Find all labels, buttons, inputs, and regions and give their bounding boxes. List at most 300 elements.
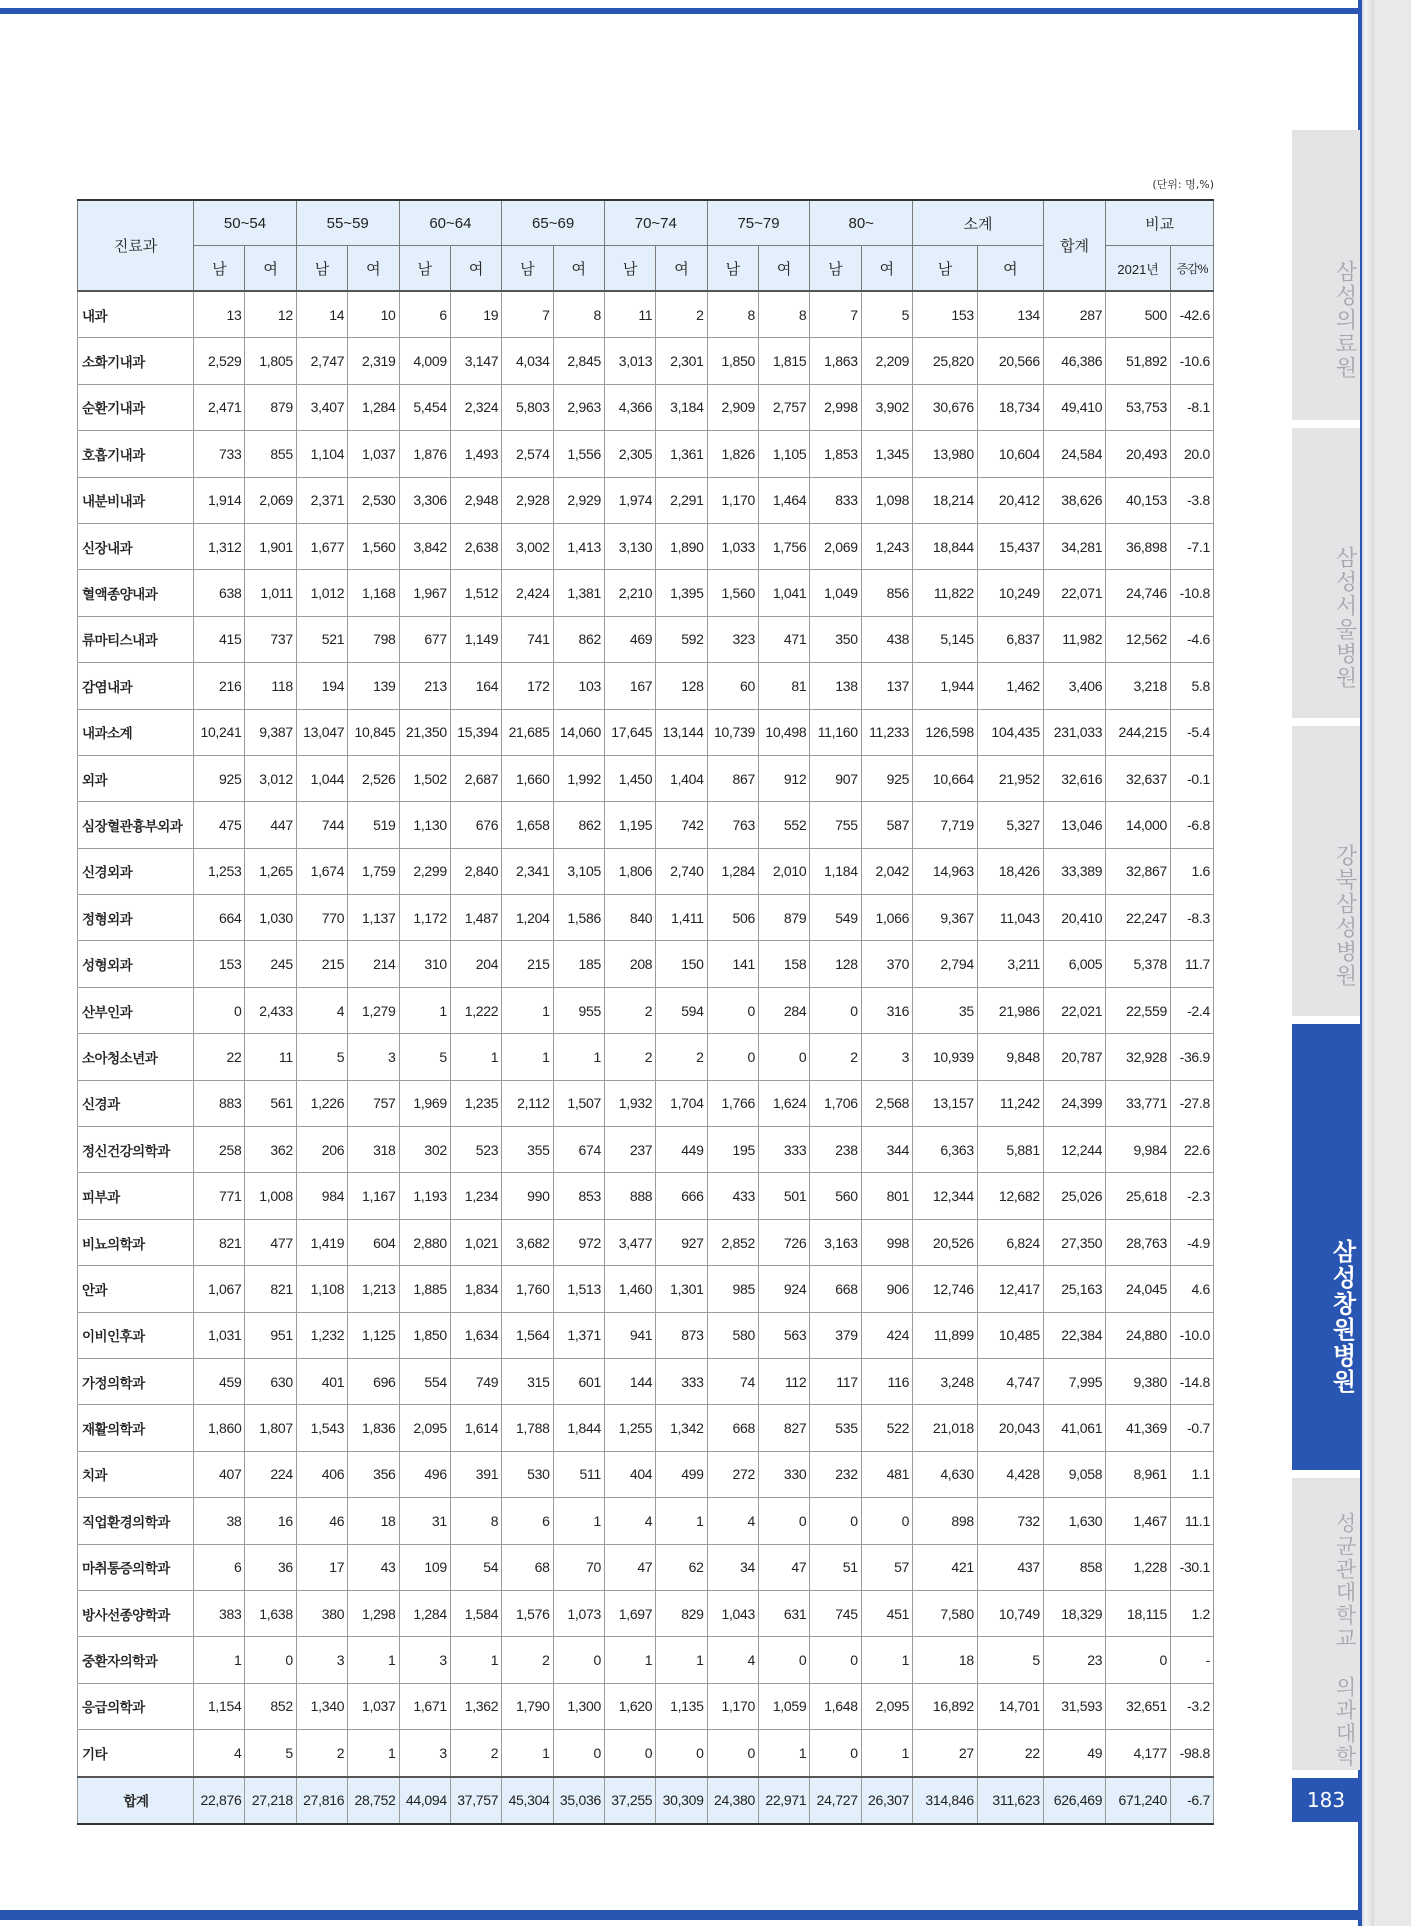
value-cell: 906 <box>861 1266 912 1312</box>
value-cell: 18 <box>348 1498 399 1544</box>
table-row <box>78 1730 1214 1777</box>
value-cell: 0 <box>707 1730 758 1777</box>
value-cell: 737 <box>245 616 296 662</box>
value-cell: 208 <box>604 941 655 987</box>
value-cell: 1,560 <box>707 570 758 616</box>
value-cell: - <box>1171 1637 1214 1683</box>
total-row <box>78 1777 1214 1824</box>
value-cell: 1,560 <box>348 523 399 569</box>
value-cell: 4,630 <box>913 1451 978 1497</box>
value-cell: 801 <box>861 1173 912 1219</box>
value-cell: 898 <box>913 1498 978 1544</box>
value-cell: 172 <box>502 663 553 709</box>
value-cell: 0 <box>759 1637 810 1683</box>
value-cell: 1,863 <box>810 338 861 384</box>
value-cell: 1,253 <box>194 848 245 894</box>
value-cell: 244,215 <box>1106 709 1171 755</box>
value-cell: 1,853 <box>810 431 861 477</box>
table-row <box>78 1312 1214 1358</box>
value-cell: 1,059 <box>759 1683 810 1729</box>
dept-name-cell: 신경과 <box>78 1080 194 1126</box>
value-cell: -3.8 <box>1171 477 1214 523</box>
value-cell: 3 <box>296 1637 347 1683</box>
value-cell: 41,369 <box>1106 1405 1171 1451</box>
value-cell: 1,914 <box>194 477 245 523</box>
dept-name-cell: 신장내과 <box>78 523 194 569</box>
value-cell: 626,469 <box>1043 1777 1105 1824</box>
header-female: 여 <box>977 246 1043 292</box>
value-cell: 25,618 <box>1106 1173 1171 1219</box>
value-cell: 521 <box>296 616 347 662</box>
value-cell: 1,108 <box>296 1266 347 1312</box>
value-cell: 5 <box>977 1637 1043 1683</box>
dept-name-cell: 치과 <box>78 1451 194 1497</box>
value-cell: 2,095 <box>399 1405 450 1451</box>
value-cell: 469 <box>604 616 655 662</box>
value-cell: 1,232 <box>296 1312 347 1358</box>
value-cell: 22 <box>194 1034 245 1080</box>
value-cell: 287 <box>1043 291 1105 338</box>
value-cell: 0 <box>194 987 245 1033</box>
value-cell: 138 <box>810 663 861 709</box>
value-cell: 164 <box>450 663 501 709</box>
value-cell: 941 <box>604 1312 655 1358</box>
header-age-50-54: 50~54 <box>194 200 297 246</box>
value-cell: 18,214 <box>913 477 978 523</box>
value-cell: 1,697 <box>604 1590 655 1636</box>
dept-name-cell: 비뇨의학과 <box>78 1219 194 1265</box>
value-cell: 3,477 <box>604 1219 655 1265</box>
value-cell: 1,620 <box>604 1683 655 1729</box>
dept-name-cell: 소아청소년과 <box>78 1034 194 1080</box>
side-tab-samsung-changwon-hospital[interactable]: 삼성창원병원 <box>1292 1024 1360 1470</box>
value-cell: 415 <box>194 616 245 662</box>
value-cell: 7,995 <box>1043 1358 1105 1404</box>
header-total: 합계 <box>1043 200 1105 291</box>
value-cell: 57 <box>861 1544 912 1590</box>
value-cell: 862 <box>553 616 604 662</box>
value-cell: 2 <box>604 1034 655 1080</box>
value-cell: 128 <box>810 941 861 987</box>
value-cell: 2,948 <box>450 477 501 523</box>
value-cell: 459 <box>194 1358 245 1404</box>
value-cell: 153 <box>913 291 978 338</box>
value-cell: 116 <box>861 1358 912 1404</box>
value-cell: 1 <box>656 1637 707 1683</box>
value-cell: 3,013 <box>604 338 655 384</box>
value-cell: 19 <box>450 291 501 338</box>
value-cell: 14 <box>296 291 347 338</box>
value-cell: 18,115 <box>1106 1590 1171 1636</box>
value-cell: 11.1 <box>1171 1498 1214 1544</box>
header-female: 여 <box>656 246 707 292</box>
value-cell: 853 <box>553 1173 604 1219</box>
value-cell: 20,493 <box>1106 431 1171 477</box>
value-cell: 1,967 <box>399 570 450 616</box>
dept-name-cell: 외과 <box>78 755 194 801</box>
value-cell: 215 <box>502 941 553 987</box>
value-cell: 1,790 <box>502 1683 553 1729</box>
value-cell: 732 <box>977 1498 1043 1544</box>
value-cell: 216 <box>194 663 245 709</box>
value-cell: 2,324 <box>450 384 501 430</box>
value-cell: 745 <box>810 1590 861 1636</box>
header-male: 남 <box>502 246 553 292</box>
value-cell: 21,986 <box>977 987 1043 1033</box>
value-cell: 1,876 <box>399 431 450 477</box>
value-cell: 2,880 <box>399 1219 450 1265</box>
value-cell: 1,312 <box>194 523 245 569</box>
value-cell: 972 <box>553 1219 604 1265</box>
value-cell: 2,794 <box>913 941 978 987</box>
value-cell: 27,816 <box>296 1777 347 1824</box>
value-cell: 34,281 <box>1043 523 1105 569</box>
dept-name-cell: 성형외과 <box>78 941 194 987</box>
value-cell: 11,160 <box>810 709 861 755</box>
value-cell: 471 <box>759 616 810 662</box>
value-cell: 2 <box>656 1034 707 1080</box>
value-cell: 763 <box>707 802 758 848</box>
value-cell: 755 <box>810 802 861 848</box>
value-cell: 44,094 <box>399 1777 450 1824</box>
table-row <box>78 987 1214 1033</box>
value-cell: 1,031 <box>194 1312 245 1358</box>
value-cell: 840 <box>604 895 655 941</box>
value-cell: 6,824 <box>977 1219 1043 1265</box>
value-cell: 3,682 <box>502 1219 553 1265</box>
value-cell: 213 <box>399 663 450 709</box>
dept-name-cell: 순환기내과 <box>78 384 194 430</box>
side-tab-samsung-seoul-hospital[interactable]: 삼성서울병원 <box>1292 428 1360 718</box>
value-cell: 912 <box>759 755 810 801</box>
value-cell: 1,098 <box>861 477 912 523</box>
value-cell: 68 <box>502 1544 553 1590</box>
dept-name-cell: 감염내과 <box>78 663 194 709</box>
value-cell: 112 <box>759 1358 810 1404</box>
value-cell: 1,234 <box>450 1173 501 1219</box>
value-cell: 499 <box>656 1451 707 1497</box>
header-dept: 진료과 <box>78 200 194 291</box>
value-cell: 23 <box>1043 1637 1105 1683</box>
value-cell: 3,002 <box>502 523 553 569</box>
value-cell: 3,184 <box>656 384 707 430</box>
value-cell: 380 <box>296 1590 347 1636</box>
value-cell: 852 <box>245 1683 296 1729</box>
value-cell: 10 <box>348 291 399 338</box>
value-cell: 20,566 <box>977 338 1043 384</box>
table-row <box>78 1034 1214 1080</box>
value-cell: 3 <box>861 1034 912 1080</box>
value-cell: 311,623 <box>977 1777 1043 1824</box>
value-cell: 10,749 <box>977 1590 1043 1636</box>
value-cell: 1,012 <box>296 570 347 616</box>
value-cell: 14,000 <box>1106 802 1171 848</box>
value-cell: 3 <box>399 1730 450 1777</box>
value-cell: 54 <box>450 1544 501 1590</box>
value-cell: 1,411 <box>656 895 707 941</box>
value-cell: 1,671 <box>399 1683 450 1729</box>
value-cell: 379 <box>810 1312 861 1358</box>
value-cell: 4,034 <box>502 338 553 384</box>
value-cell: 10,845 <box>348 709 399 755</box>
value-cell: 224 <box>245 1451 296 1497</box>
value-cell: 530 <box>502 1451 553 1497</box>
value-cell: 24,380 <box>707 1777 758 1824</box>
value-cell: -8.3 <box>1171 895 1214 941</box>
value-cell: 128 <box>656 663 707 709</box>
value-cell: 0 <box>759 1498 810 1544</box>
table-row <box>78 709 1214 755</box>
value-cell: 561 <box>245 1080 296 1126</box>
value-cell: 22,071 <box>1043 570 1105 616</box>
value-cell: 5,454 <box>399 384 450 430</box>
value-cell: 522 <box>861 1405 912 1451</box>
value-cell: 6,005 <box>1043 941 1105 987</box>
value-cell: 0 <box>810 1730 861 1777</box>
value-cell: 1,450 <box>604 755 655 801</box>
side-tab-skku-medicine[interactable]: 성균관대학교 의과대학 <box>1292 1478 1360 1770</box>
value-cell: 1.1 <box>1171 1451 1214 1497</box>
value-cell: 856 <box>861 570 912 616</box>
value-cell: 46,386 <box>1043 338 1105 384</box>
value-cell: 1,043 <box>707 1590 758 1636</box>
bottom-rule <box>0 1910 1360 1920</box>
value-cell: 3,012 <box>245 755 296 801</box>
value-cell: 330 <box>759 1451 810 1497</box>
value-cell: 35 <box>913 987 978 1033</box>
value-cell: 31 <box>399 1498 450 1544</box>
header-male: 남 <box>913 246 978 292</box>
side-tab-kangbuk-samsung-hospital[interactable]: 강북삼성병원 <box>1292 726 1360 1016</box>
side-tab-divider <box>1292 718 1360 726</box>
value-cell: 2,638 <box>450 523 501 569</box>
value-cell: 1,037 <box>348 431 399 477</box>
header-compare: 비교 <box>1106 200 1214 246</box>
value-cell: 20,410 <box>1043 895 1105 941</box>
value-cell: 5 <box>861 291 912 338</box>
value-cell: 1 <box>348 1730 399 1777</box>
value-cell: 2,112 <box>502 1080 553 1126</box>
value-cell: 22,559 <box>1106 987 1171 1033</box>
value-cell: 1,756 <box>759 523 810 569</box>
value-cell: 2,747 <box>296 338 347 384</box>
table-row <box>78 616 1214 662</box>
table-row <box>78 1498 1214 1544</box>
value-cell: 3,306 <box>399 477 450 523</box>
value-cell: 560 <box>810 1173 861 1219</box>
value-cell: 9,848 <box>977 1034 1043 1080</box>
value-cell: -98.8 <box>1171 1730 1214 1777</box>
table-row <box>78 1127 1214 1173</box>
value-cell: 7 <box>810 291 861 338</box>
value-cell: 3,218 <box>1106 663 1171 709</box>
value-cell: 24,727 <box>810 1777 861 1824</box>
value-cell: -7.1 <box>1171 523 1214 569</box>
value-cell: 2,291 <box>656 477 707 523</box>
value-cell: 1,265 <box>245 848 296 894</box>
value-cell: 496 <box>399 1451 450 1497</box>
value-cell: 27,350 <box>1043 1219 1105 1265</box>
value-cell: 1,556 <box>553 431 604 477</box>
value-cell: 194 <box>296 663 347 709</box>
value-cell: 3,842 <box>399 523 450 569</box>
table-row <box>78 570 1214 616</box>
table-row <box>78 1080 1214 1126</box>
value-cell: 4,177 <box>1106 1730 1171 1777</box>
value-cell: 4 <box>194 1730 245 1777</box>
value-cell: 1,586 <box>553 895 604 941</box>
value-cell: 11,982 <box>1043 616 1105 662</box>
value-cell: 1 <box>861 1730 912 1777</box>
header-year-2021: 2021년 <box>1106 246 1171 292</box>
side-tab-divider <box>1292 1470 1360 1478</box>
value-cell: 206 <box>296 1127 347 1173</box>
value-cell: 879 <box>759 895 810 941</box>
value-cell: 601 <box>553 1358 604 1404</box>
header-age-60-64: 60~64 <box>399 200 502 246</box>
value-cell: 1,512 <box>450 570 501 616</box>
value-cell: 2,963 <box>553 384 604 430</box>
value-cell: 1,806 <box>604 848 655 894</box>
value-cell: 2 <box>296 1730 347 1777</box>
header-age-55-59: 55~59 <box>296 200 399 246</box>
value-cell: 20.0 <box>1171 431 1214 477</box>
value-cell: 245 <box>245 941 296 987</box>
dept-name-cell: 류마티스내과 <box>78 616 194 662</box>
value-cell: 134 <box>977 291 1043 338</box>
table-row <box>78 1544 1214 1590</box>
value-cell: 2,852 <box>707 1219 758 1265</box>
value-cell: 0 <box>759 1034 810 1080</box>
value-cell: 10,664 <box>913 755 978 801</box>
page-edge <box>1360 0 1374 1926</box>
value-cell: 126,598 <box>913 709 978 755</box>
value-cell: -2.4 <box>1171 987 1214 1033</box>
value-cell: 1,974 <box>604 477 655 523</box>
value-cell: 1,674 <box>296 848 347 894</box>
value-cell: 1.2 <box>1171 1590 1214 1636</box>
value-cell: 2,529 <box>194 338 245 384</box>
value-cell: 1,167 <box>348 1173 399 1219</box>
header-age-80-plus: 80~ <box>810 200 913 246</box>
value-cell: 726 <box>759 1219 810 1265</box>
value-cell: 10,241 <box>194 709 245 755</box>
value-cell: 3,163 <box>810 1219 861 1265</box>
value-cell: -0.7 <box>1171 1405 1214 1451</box>
value-cell: 2 <box>450 1730 501 1777</box>
value-cell: 5 <box>399 1034 450 1080</box>
value-cell: 32,928 <box>1106 1034 1171 1080</box>
header-female: 여 <box>245 246 296 292</box>
dept-name-cell: 응급의학과 <box>78 1683 194 1729</box>
value-cell: 51 <box>810 1544 861 1590</box>
value-cell: 24,584 <box>1043 431 1105 477</box>
value-cell: 26,307 <box>861 1777 912 1824</box>
value-cell: 53,753 <box>1106 384 1171 430</box>
value-cell: 829 <box>656 1590 707 1636</box>
value-cell: 185 <box>553 941 604 987</box>
value-cell: 36 <box>245 1544 296 1590</box>
value-cell: 0 <box>1106 1637 1171 1683</box>
value-cell: 1,502 <box>399 755 450 801</box>
value-cell: 1,513 <box>553 1266 604 1312</box>
value-cell: 1,807 <box>245 1405 296 1451</box>
value-cell: 0 <box>810 987 861 1033</box>
value-cell: 28,752 <box>348 1777 399 1824</box>
value-cell: 8 <box>553 291 604 338</box>
value-cell: -30.1 <box>1171 1544 1214 1590</box>
side-tab-samsung-medical-center[interactable]: 삼성의료원 <box>1292 130 1360 420</box>
dept-name-cell: 소화기내과 <box>78 338 194 384</box>
value-cell: 9,380 <box>1106 1358 1171 1404</box>
value-cell: 3,407 <box>296 384 347 430</box>
value-cell: 14,060 <box>553 709 604 755</box>
value-cell: 630 <box>245 1358 296 1404</box>
value-cell: 1,885 <box>399 1266 450 1312</box>
value-cell: 11,242 <box>977 1080 1043 1126</box>
value-cell: 2,095 <box>861 1683 912 1729</box>
value-cell: 214 <box>348 941 399 987</box>
value-cell: 1.6 <box>1171 848 1214 894</box>
value-cell: 1,154 <box>194 1683 245 1729</box>
value-cell: 8 <box>759 291 810 338</box>
value-cell: 30,309 <box>656 1777 707 1824</box>
value-cell: 231,033 <box>1043 709 1105 755</box>
value-cell: 406 <box>296 1451 347 1497</box>
value-cell: 37,757 <box>450 1777 501 1824</box>
value-cell: 1,371 <box>553 1312 604 1358</box>
value-cell: 1,235 <box>450 1080 501 1126</box>
dept-name-cell: 호흡기내과 <box>78 431 194 477</box>
value-cell: 37,255 <box>604 1777 655 1824</box>
value-cell: 49 <box>1043 1730 1105 1777</box>
header-male: 남 <box>604 246 655 292</box>
value-cell: 1,493 <box>450 431 501 477</box>
value-cell: 118 <box>245 663 296 709</box>
value-cell: 2,568 <box>861 1080 912 1126</box>
value-cell: 16,892 <box>913 1683 978 1729</box>
table-row <box>78 1219 1214 1265</box>
value-cell: 350 <box>810 616 861 662</box>
value-cell: 1,170 <box>707 477 758 523</box>
value-cell: 1,419 <box>296 1219 347 1265</box>
value-cell: 284 <box>759 987 810 1033</box>
value-cell: 238 <box>810 1127 861 1173</box>
value-cell: 4,366 <box>604 384 655 430</box>
value-cell: 749 <box>450 1358 501 1404</box>
value-cell: 18,734 <box>977 384 1043 430</box>
value-cell: 11,043 <box>977 895 1043 941</box>
table-row <box>78 1590 1214 1636</box>
value-cell: 144 <box>604 1358 655 1404</box>
value-cell: 0 <box>604 1730 655 1777</box>
value-cell: 1,243 <box>861 523 912 569</box>
value-cell: 11 <box>245 1034 296 1080</box>
dept-name-cell: 기타 <box>78 1730 194 1777</box>
value-cell: 1,170 <box>707 1683 758 1729</box>
value-cell: 5,145 <box>913 616 978 662</box>
value-cell: 4,428 <box>977 1451 1043 1497</box>
value-cell: 1,850 <box>707 338 758 384</box>
value-cell: 22,384 <box>1043 1312 1105 1358</box>
value-cell: 1,284 <box>348 384 399 430</box>
value-cell: 1,564 <box>502 1312 553 1358</box>
value-cell: 13,144 <box>656 709 707 755</box>
header-age-65-69: 65~69 <box>502 200 605 246</box>
value-cell: 1,362 <box>450 1683 501 1729</box>
value-cell: 2 <box>604 987 655 1033</box>
value-cell: 35,036 <box>553 1777 604 1824</box>
